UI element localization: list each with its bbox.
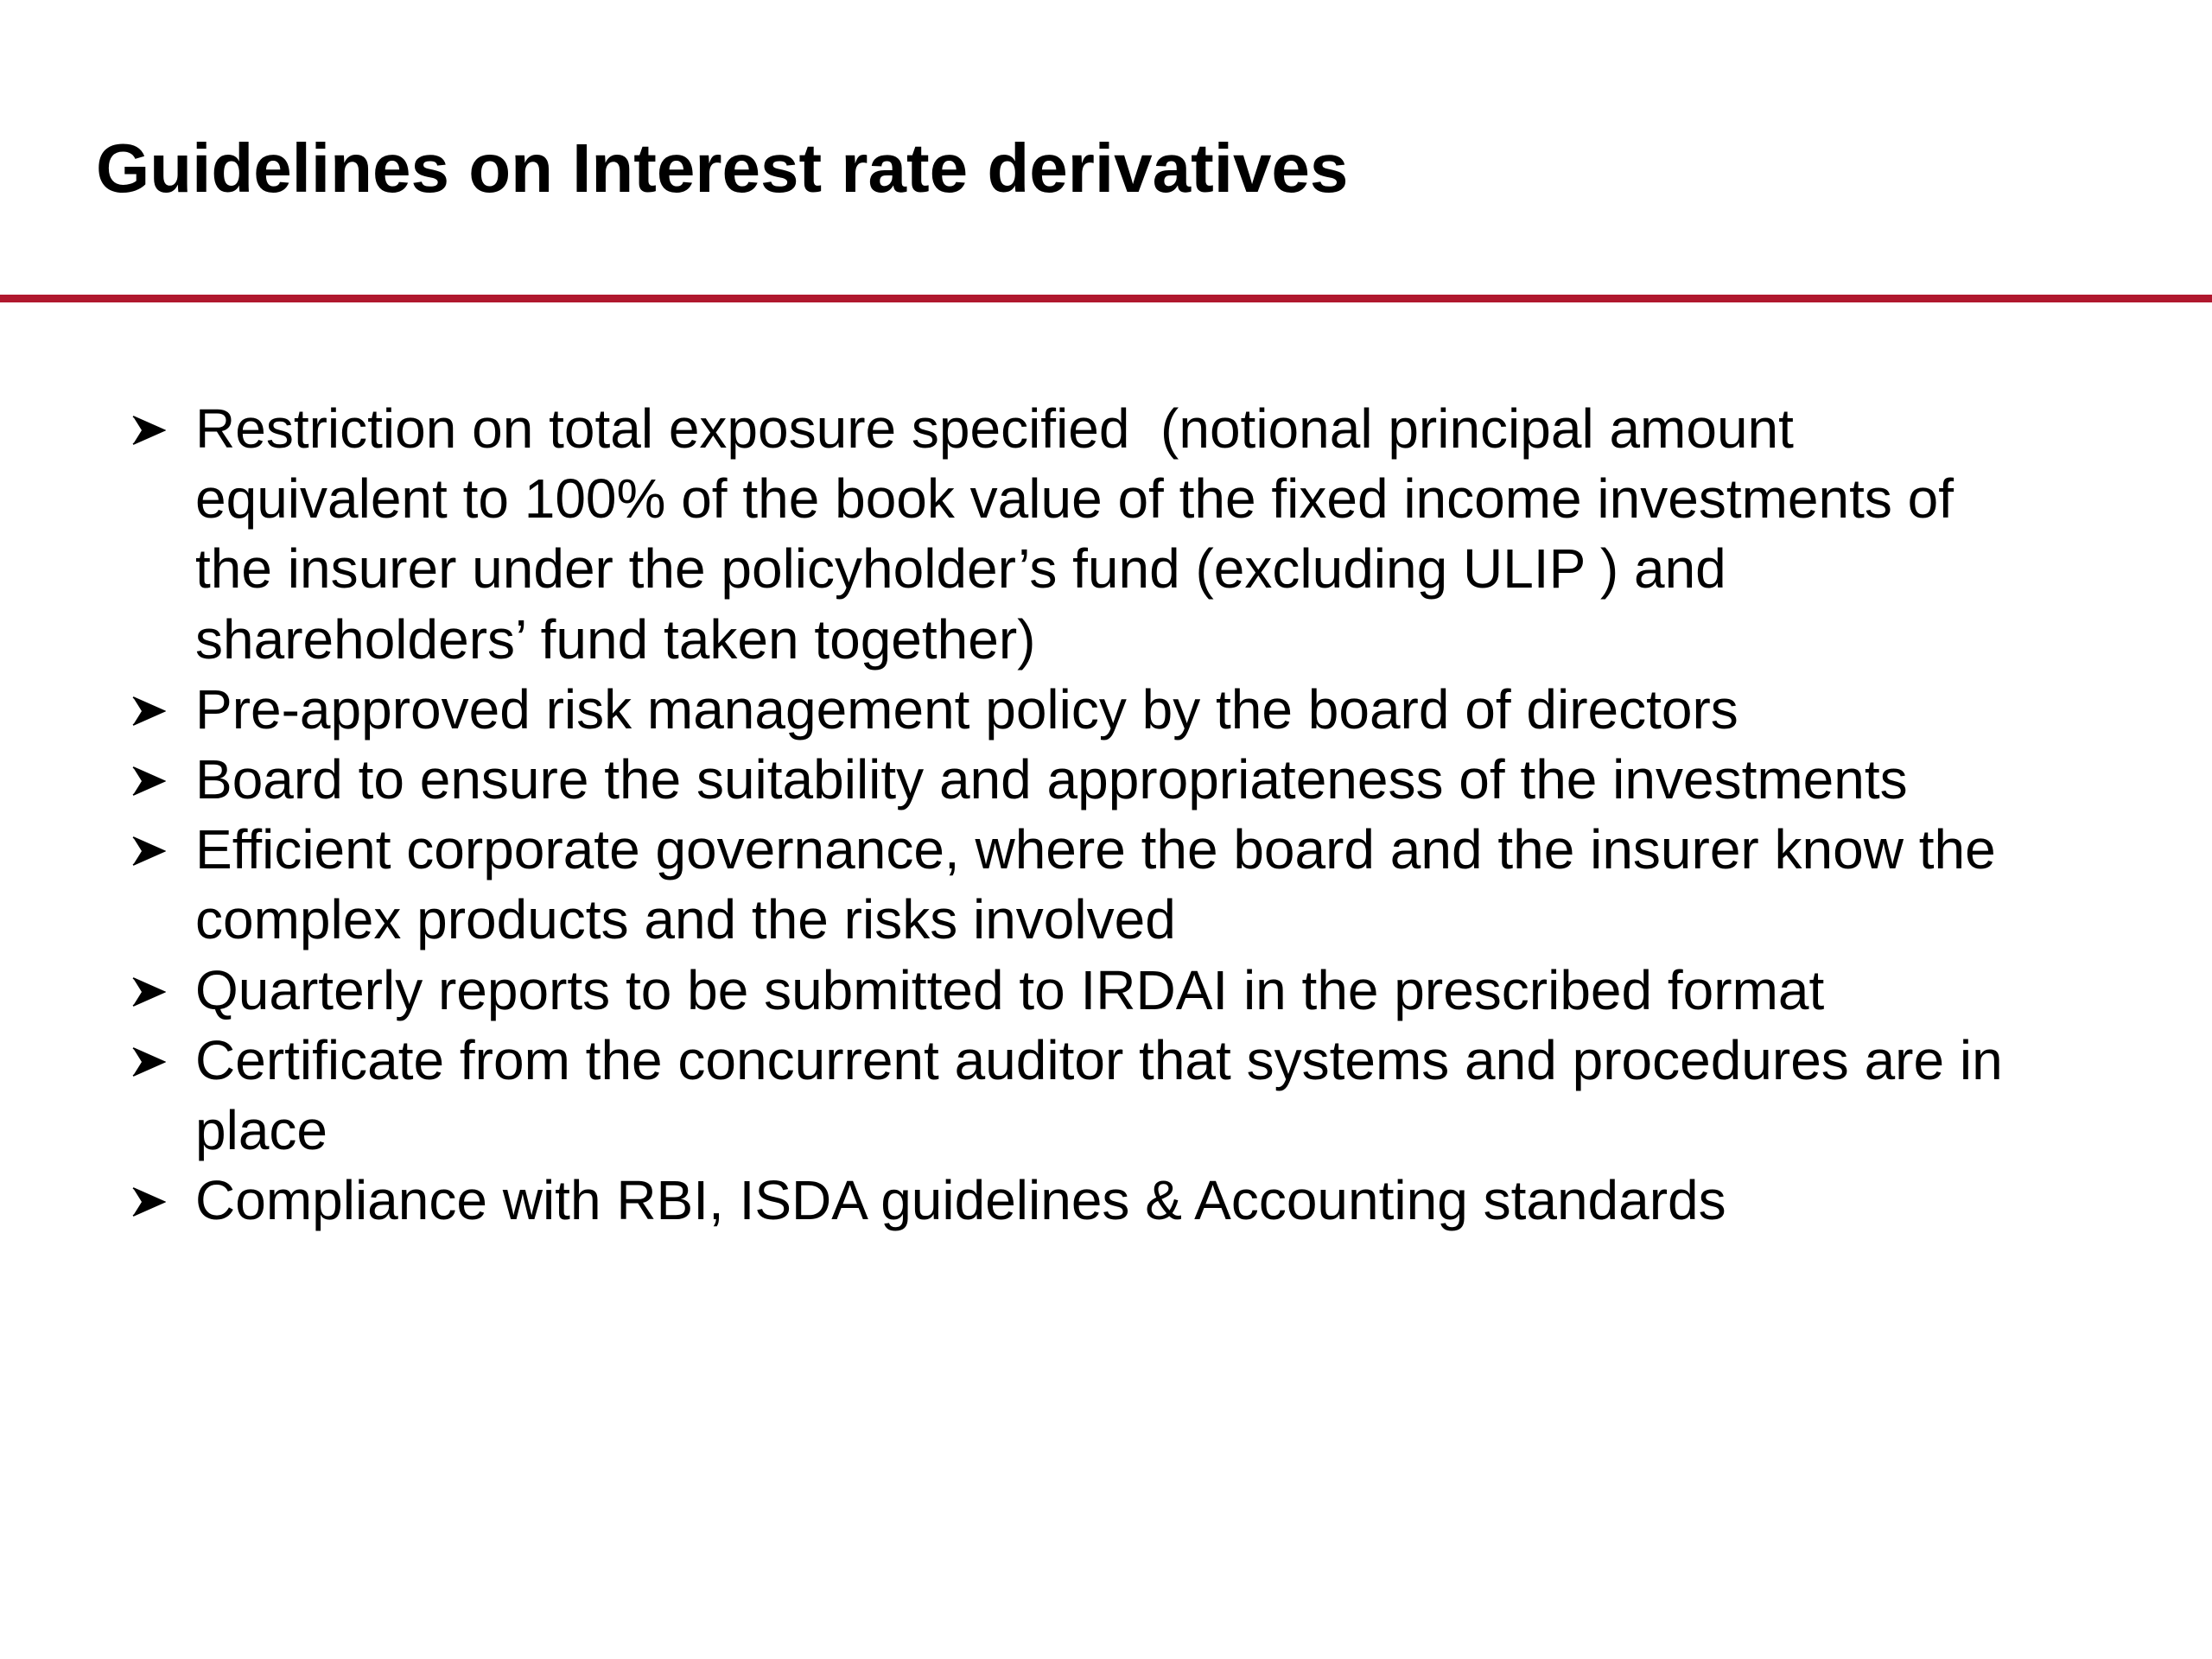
bullet-line: place: [195, 1099, 327, 1162]
bullet-line: Board to ensure the suitability and appropriateness of the investments: [195, 748, 1908, 811]
arrowhead-bullet-icon: [131, 415, 166, 446]
arrowhead-bullet-icon: [131, 836, 166, 867]
bullet-item-compliance: [121, 1166, 2117, 1236]
bullet-text: [195, 745, 2117, 815]
bullet-item-exposure-restriction: [121, 394, 2117, 675]
bullet-text: [195, 1166, 2117, 1236]
bullet-text: [195, 394, 2117, 675]
bullet-line: the insurer under the policyholder’s fund (excluding ULIP ) and: [195, 537, 1726, 601]
bullet-item-risk-policy: [121, 675, 2117, 745]
bullet-text: [195, 675, 2117, 745]
bullet-text: [195, 956, 2117, 1026]
bullet-item-board-suitability: [121, 745, 2117, 815]
bullet-item-corporate-governance: [121, 815, 2117, 955]
arrowhead-bullet-icon: [131, 976, 166, 1007]
slide-title: Guidelines on Interest rate derivatives: [96, 130, 1349, 207]
bullet-line: Compliance with RBI, ISDA guidelines & Accounting standards: [195, 1169, 1726, 1232]
bullet-item-auditor-certificate: [121, 1026, 2117, 1166]
arrowhead-bullet-icon: [131, 1046, 166, 1077]
bullet-line: shareholders’ fund taken together): [195, 607, 1036, 671]
bullet-line: Pre-approved risk management policy by the board of directors: [195, 677, 1738, 741]
bullet-text: [195, 815, 2117, 955]
bullet-line: Certificate from the concurrent auditor that systems and procedures are in: [195, 1028, 2003, 1091]
bullet-line: Quarterly reports to be submitted to IRDAI in the prescribed format: [195, 958, 1825, 1021]
arrowhead-bullet-icon: [131, 1186, 166, 1217]
bullet-text: [195, 1026, 2117, 1166]
arrowhead-bullet-icon: [131, 766, 166, 797]
bullet-line: equivalent to 100% of the book value of the fixed income investments of: [195, 467, 1955, 531]
bullet-line: Efficient corporate governance, where the board and the insurer know the: [195, 818, 1996, 881]
bullet-item-quarterly-reports: [121, 956, 2117, 1026]
title-divider: [0, 295, 2212, 302]
bullet-list: [121, 394, 2117, 1236]
bullet-line: Restriction on total exposure specified (notional principal amount: [195, 397, 1794, 460]
arrowhead-bullet-icon: [131, 696, 166, 727]
bullet-line: complex products and the risks involved: [195, 888, 1176, 951]
